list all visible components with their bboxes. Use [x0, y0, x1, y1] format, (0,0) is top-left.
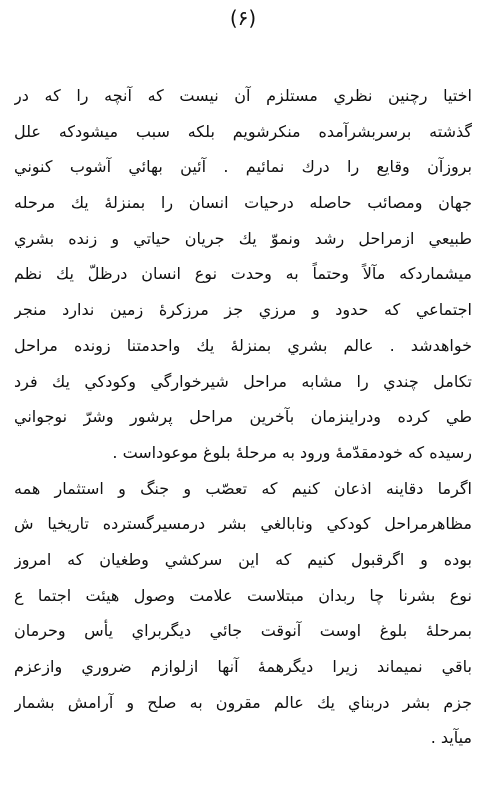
text-line: ميآيد .	[430, 728, 472, 748]
text-line: طي كرده ودراينزمان بآخرين مراحل پرشور وشرّ نوجواني	[14, 407, 472, 427]
text-line: جزم بشر دربناي يك عالم مقرون به صلح و آرامش بشمار	[14, 692, 472, 712]
text-line: بمرحلهٔ بلوغ اوست آنوقت جائي ديگربراي يأس وحرمان	[14, 621, 472, 641]
text-line: خواهدشد . عالم بشري بمنزلهٔ يك واحدمتنا زونده مراحل	[14, 335, 472, 355]
text-line: اجتماعي كه حدود و مرزي جز مرزكرهٔ زمين ندارد منجر	[14, 300, 472, 320]
text-line: نوع بشرنا چا ربدان مبتلاست علامت وصول هيئت اجتما ع	[14, 585, 472, 605]
text-line: بوده و اگرقبول كنيم كه اين سركشي وطغيان كه امروز	[14, 549, 472, 569]
page-number: (۶)	[229, 6, 257, 30]
text-line: طبيعي ازمراحل رشد ونموّ يك جريان حياتي و زنده بشري	[14, 228, 472, 248]
text-line: باقي نميماند زيرا ديگرهمهٔ آنها ازلوازم ضروري وازعزم	[14, 657, 472, 676]
text-line: بروزآن وقايع را درك نمائيم . آئين بهائي آشوب كنوني	[14, 157, 472, 177]
body-text	[14, 78, 472, 756]
text-line: مظاهرمراحل كودكي ونابالغي بشر درمسيرگسترده تاريخيا ش	[14, 514, 472, 534]
text-line: رسيده كه خودمقدّمهٔ ورود به مرحلهٔ بلوغ موعوداست .	[112, 442, 472, 462]
text-line: تكامل چندي را مشابه مراحل شيرخوارگي وكودكي يك فرد	[14, 371, 472, 391]
text-line: اگرما دقاينه اذعان كنيم كه تعصّب و جنگ و استثمار همه	[14, 478, 472, 498]
text-line: گذشته برسربشرآمده منكرشويم بلكه سبب ميشودكه علل	[14, 121, 472, 141]
text-line: جهان ومصائب حاصله درحيات انسان را بمنزلهٔ يك مرحله	[14, 193, 472, 213]
text-line: ميشماردكه مآلاً وحتماً به وحدت نوع انسان درظلّ يك نظم	[14, 264, 472, 284]
text-line: اختيا رچنين نظري مستلزم آن نيست كه آنچه را كه در	[14, 86, 472, 105]
